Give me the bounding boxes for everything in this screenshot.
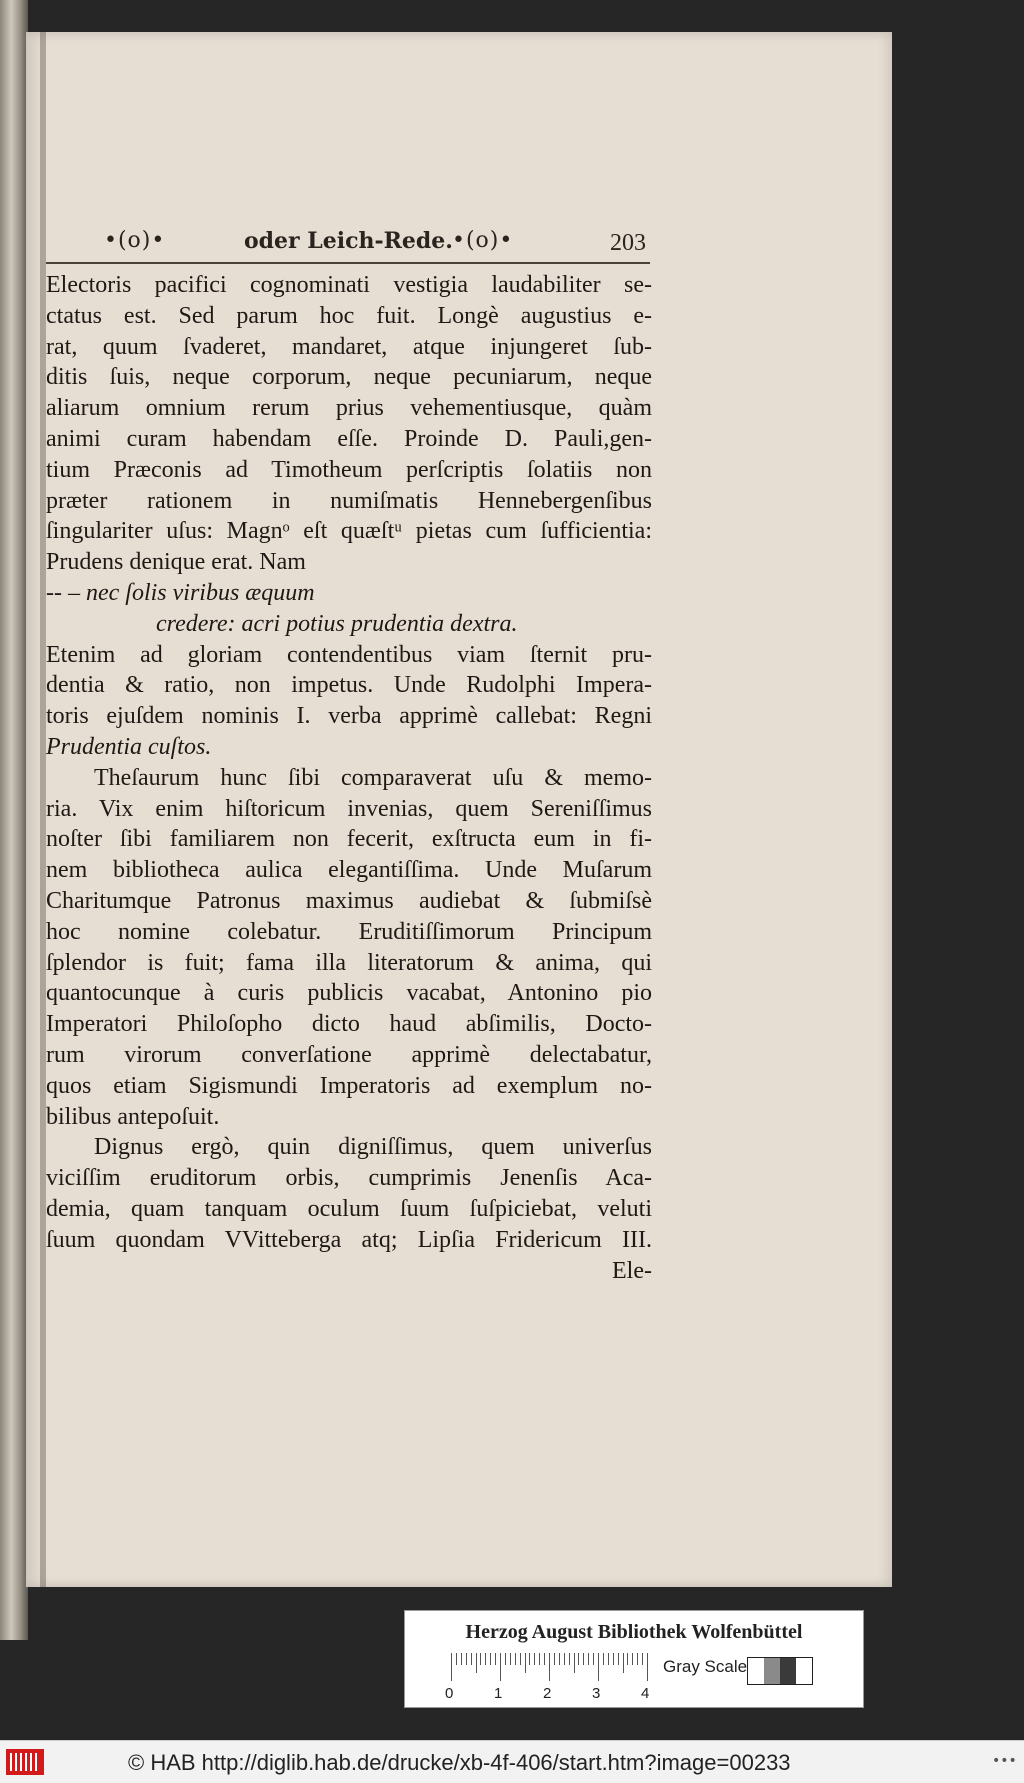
paragraph-line: hoc nomine colebatur. Eruditiſſimorum Principum — [46, 918, 652, 945]
text-line: ſingulariter uſus: Magnᵒ eſt quæſtᵘ pietas cum ſufficientia: — [46, 518, 652, 545]
ruler-tick — [623, 1653, 624, 1673]
ruler-tick — [618, 1653, 619, 1665]
grayscale-swatch — [764, 1658, 780, 1684]
paragraph-line: nem bibliotheca aulica elegantiſſima. Unde Muſarum — [46, 857, 652, 884]
ruler-tick — [564, 1653, 565, 1665]
text-line: Electoris pacifici cognominati vestigia laudabiliter se- — [46, 272, 652, 298]
head-ornament-right: •(o)• — [452, 228, 514, 253]
paragraph-line: Charitumque Patronus maximus audiebat & ſubmiſsè — [46, 887, 652, 914]
text-line: ctatus est. Sed parum hoc fuit. Longè augustius e- — [46, 302, 652, 329]
ruler-tick — [574, 1653, 575, 1673]
ruler-number: 1 — [494, 1685, 503, 1702]
viewer-footer — [0, 1740, 1024, 1783]
ruler-tick — [588, 1653, 589, 1665]
footer-url[interactable]: © HAB http://diglib.hab.de/drucke/xb-4f-406/start.htm?image=00233 — [128, 1750, 791, 1775]
ruler-tick — [598, 1653, 599, 1681]
ruler-tick — [500, 1653, 501, 1681]
paragraph-line: ſplendor is fuit; fama illa literatorum & anima, qui — [46, 949, 652, 976]
grayscale-label: Gray Scale — [663, 1657, 748, 1676]
ruler-number: 2 — [543, 1685, 552, 1702]
ruler-tick — [471, 1653, 472, 1665]
ruler-number: 3 — [592, 1685, 601, 1702]
paragraph-line: bilibus antepoſuit. — [46, 1103, 220, 1130]
paragraph-line: rum virorum converſatione apprimè delectabatur, — [46, 1041, 652, 1068]
text-line: animi curam habendam eſſe. Proinde D. Pauli,gen- — [46, 425, 652, 452]
ruler-tick — [515, 1653, 516, 1665]
scale-ruler — [451, 1653, 651, 1683]
ruler-tick — [461, 1653, 462, 1665]
body-text — [46, 270, 652, 1286]
library-color-card — [404, 1610, 864, 1708]
ruler-tick — [608, 1653, 609, 1665]
ruler-number: 0 — [445, 1685, 454, 1702]
text-line: aliarum omnium rerum prius vehementiusque, quàm — [46, 395, 652, 422]
ruler-tick — [559, 1653, 560, 1665]
ruler-tick — [505, 1653, 506, 1665]
text-line: Prudens denique erat. Nam — [46, 549, 306, 576]
scanned-page — [26, 32, 892, 1587]
paragraph-line: quos etiam Sigismundi Imperatoris ad exemplum no- — [46, 1072, 652, 1099]
text-line: tium Præconis ad Timotheum perſcriptis ſolatiis non — [46, 456, 652, 483]
ruler-tick — [642, 1653, 643, 1665]
paragraph-line: viciſſim eruditorum orbis, cumprimis Jenenſis Aca- — [46, 1165, 652, 1192]
verse-line: credere: acri potius prudentia dextra. — [156, 610, 518, 637]
head-rule — [46, 262, 650, 264]
ruler-tick — [539, 1653, 540, 1665]
ruler-tick — [485, 1653, 486, 1665]
hab-logo-icon — [6, 1749, 44, 1775]
verse-line: -- – nec ſolis viribus æquum — [46, 579, 315, 606]
paragraph-line: noſter ſibi familiarem non fecerit, exſtructa eum in fi- — [46, 826, 652, 853]
running-head — [44, 228, 654, 264]
ruler-tick — [456, 1653, 457, 1665]
paragraph-line: ria. Vix enim hiſtoricum invenias, quem Sereniſſimus — [46, 795, 652, 822]
ruler-tick — [495, 1653, 496, 1665]
head-ornament-left: •(o)• — [104, 228, 166, 253]
text-line: rat, quum ſvaderet, mandaret, atque injungeret ſub- — [46, 333, 652, 360]
ruler-tick — [534, 1653, 535, 1665]
paragraph-line: quantocunque à curis publicis vacabat, Antonino pio — [46, 980, 652, 1007]
ruler-tick — [480, 1653, 481, 1665]
grayscale-bar — [747, 1657, 813, 1685]
paragraph-line: ſuum quondam VVitteberga atq; Lipſia Fridericum III. — [46, 1226, 652, 1253]
ruler-tick — [627, 1653, 628, 1665]
ruler-tick — [637, 1653, 638, 1665]
paragraph-line: demia, quam tanquam oculum ſuum ſuſpiciebat, veluti — [46, 1195, 652, 1222]
paragraph-line: Imperatori Philoſopho dicto haud abſimilis, Docto- — [46, 1011, 652, 1038]
book-edge — [0, 0, 28, 1640]
ruler-tick — [476, 1653, 477, 1673]
grayscale-swatch — [748, 1658, 764, 1684]
ruler-tick — [578, 1653, 579, 1665]
grayscale-swatch — [796, 1658, 812, 1684]
ruler-tick — [554, 1653, 555, 1665]
ruler-tick — [632, 1653, 633, 1665]
ruler-tick — [569, 1653, 570, 1665]
ruler-tick — [593, 1653, 594, 1665]
text-line: Etenim ad gloriam contendentibus viam ſternit pru- — [46, 641, 652, 668]
ruler-tick — [466, 1653, 467, 1665]
text-line: ditis ſuis, neque corporum, neque pecuniarum, neque — [46, 364, 652, 391]
ellipsis-icon[interactable]: ••• — [992, 1753, 1017, 1769]
running-head-title: oder Leich-Rede. — [244, 228, 453, 254]
ruler-tick — [529, 1653, 530, 1665]
ruler-tick — [525, 1653, 526, 1673]
ruler-tick — [583, 1653, 584, 1665]
catchword: Ele- — [612, 1257, 652, 1284]
text-line: præter rationem in numiſmatis Hennebergenſibus — [46, 487, 652, 514]
ruler-tick — [544, 1653, 545, 1665]
ruler-tick — [603, 1653, 604, 1665]
ruler-tick — [520, 1653, 521, 1665]
text-line: Prudentia cuſtos. — [46, 733, 212, 760]
ruler-tick — [490, 1653, 491, 1665]
grayscale-swatch — [780, 1658, 796, 1684]
ruler-tick — [613, 1653, 614, 1665]
ruler-numbers — [445, 1685, 665, 1705]
page-number: 203 — [610, 230, 646, 256]
ruler-tick — [647, 1653, 648, 1681]
text-line: toris ejuſdem nominis I. verba apprimè callebat: Regni — [46, 703, 652, 730]
text-line: dentia & ratio, non impetus. Unde Rudolphi Impera- — [46, 672, 652, 699]
ruler-tick — [451, 1653, 452, 1681]
ruler-tick — [510, 1653, 511, 1665]
paragraph-line: Dignus ergò, quin digniſſimus, quem univerſus — [94, 1134, 652, 1161]
ruler-number: 4 — [641, 1685, 650, 1702]
ruler-tick — [549, 1653, 550, 1681]
paragraph-line: Theſaurum hunc ſibi comparaverat uſu & memo- — [94, 764, 652, 791]
library-name: Herzog August Bibliothek Wolfenbüttel — [465, 1621, 803, 1643]
